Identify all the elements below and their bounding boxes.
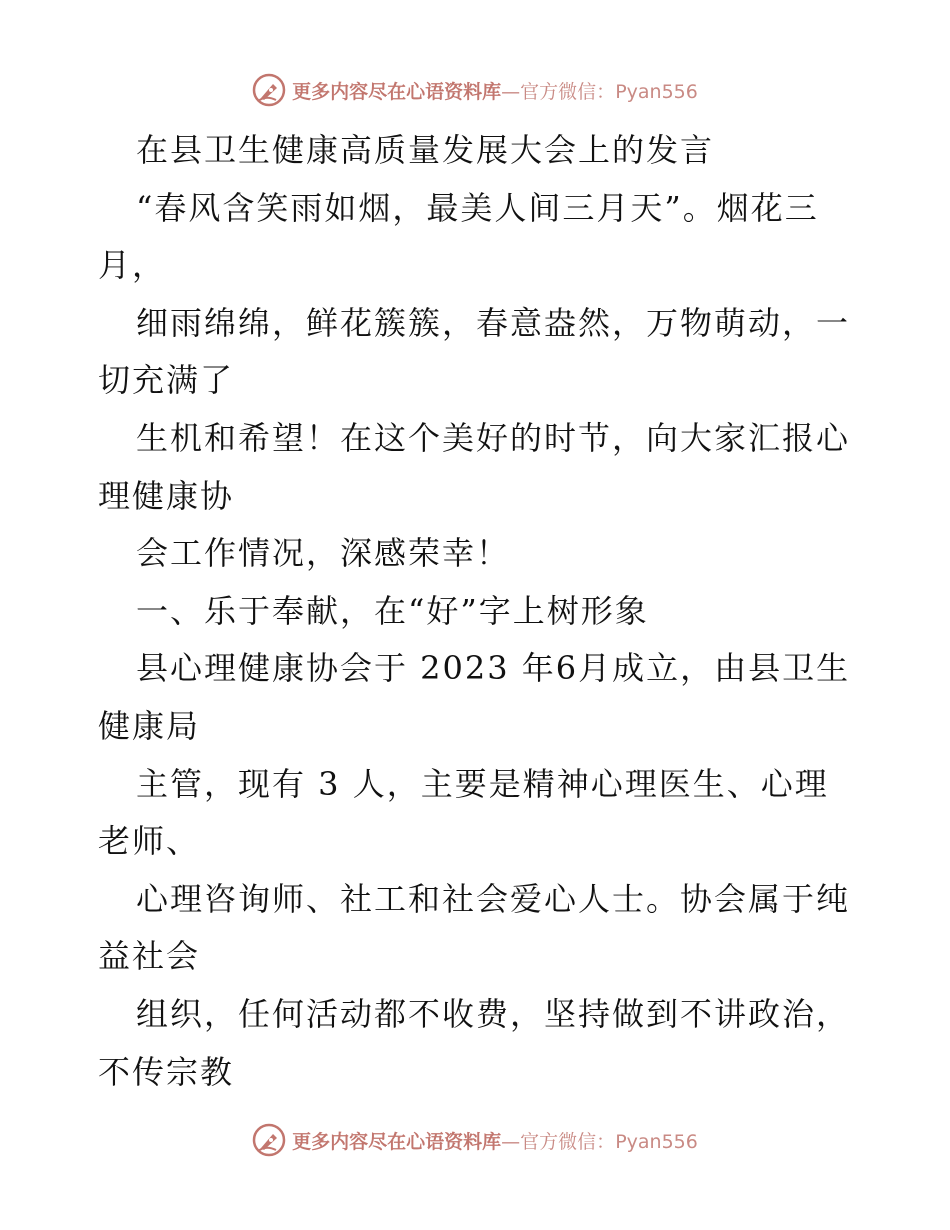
header-banner bbox=[0, 70, 950, 110]
text-line: 县心理健康协会于 2023 年6月成立，由县卫生 bbox=[136, 649, 851, 688]
banner-site-name: 更多内容尽在心语资料库 bbox=[292, 1130, 502, 1153]
banner-official-label: 官方微信： bbox=[520, 80, 616, 103]
text-line: 益社会 bbox=[98, 937, 201, 976]
text-line: 一、乐于奉献，在“好”字上树形象 bbox=[136, 591, 649, 630]
banner-site-name: 更多内容尽在心语资料库 bbox=[292, 80, 502, 103]
footer-banner bbox=[0, 1120, 950, 1160]
banner-wechat-id: Pyan556 bbox=[615, 1130, 698, 1153]
banner-wechat-id: Pyan556 bbox=[615, 80, 698, 103]
text-line: 主管，现有 3 人，主要是精神心理医生、心理 bbox=[136, 764, 829, 803]
pen-nib-circle-icon bbox=[252, 1123, 286, 1157]
banner-official-label: 官方微信： bbox=[520, 1130, 616, 1153]
text-line: 月， bbox=[98, 246, 167, 285]
banner-separator: — bbox=[501, 1130, 521, 1153]
banner-separator: — bbox=[501, 80, 521, 103]
text-line: 理健康协 bbox=[98, 476, 235, 515]
text-line: 生机和希望！在这个美好的时节，向大家汇报心 bbox=[136, 418, 851, 457]
text-line: 切充满了 bbox=[98, 361, 235, 400]
text-line: 不传宗教 bbox=[98, 1052, 235, 1091]
text-line: 健康局 bbox=[98, 706, 201, 745]
document-body bbox=[98, 122, 858, 1101]
pen-nib-circle-icon bbox=[252, 73, 286, 107]
text-line: 在县卫生健康高质量发展大会上的发言 bbox=[136, 131, 715, 169]
text-line: 细雨绵绵，鲜花簇簇，春意盎然，万物萌动，一 bbox=[136, 303, 851, 342]
text-line: 会工作情况，深感荣幸！ bbox=[136, 534, 511, 573]
text-line: “春风含笑雨如烟，最美人间三月天”。烟花三 bbox=[136, 188, 819, 227]
text-line: 心理咨询师、社工和社会爱心人士。协会属于纯 bbox=[136, 879, 851, 918]
text-line: 组织，任何活动都不收费，坚持做到不讲政治， bbox=[136, 994, 851, 1033]
text-line: 老师、 bbox=[98, 822, 201, 861]
